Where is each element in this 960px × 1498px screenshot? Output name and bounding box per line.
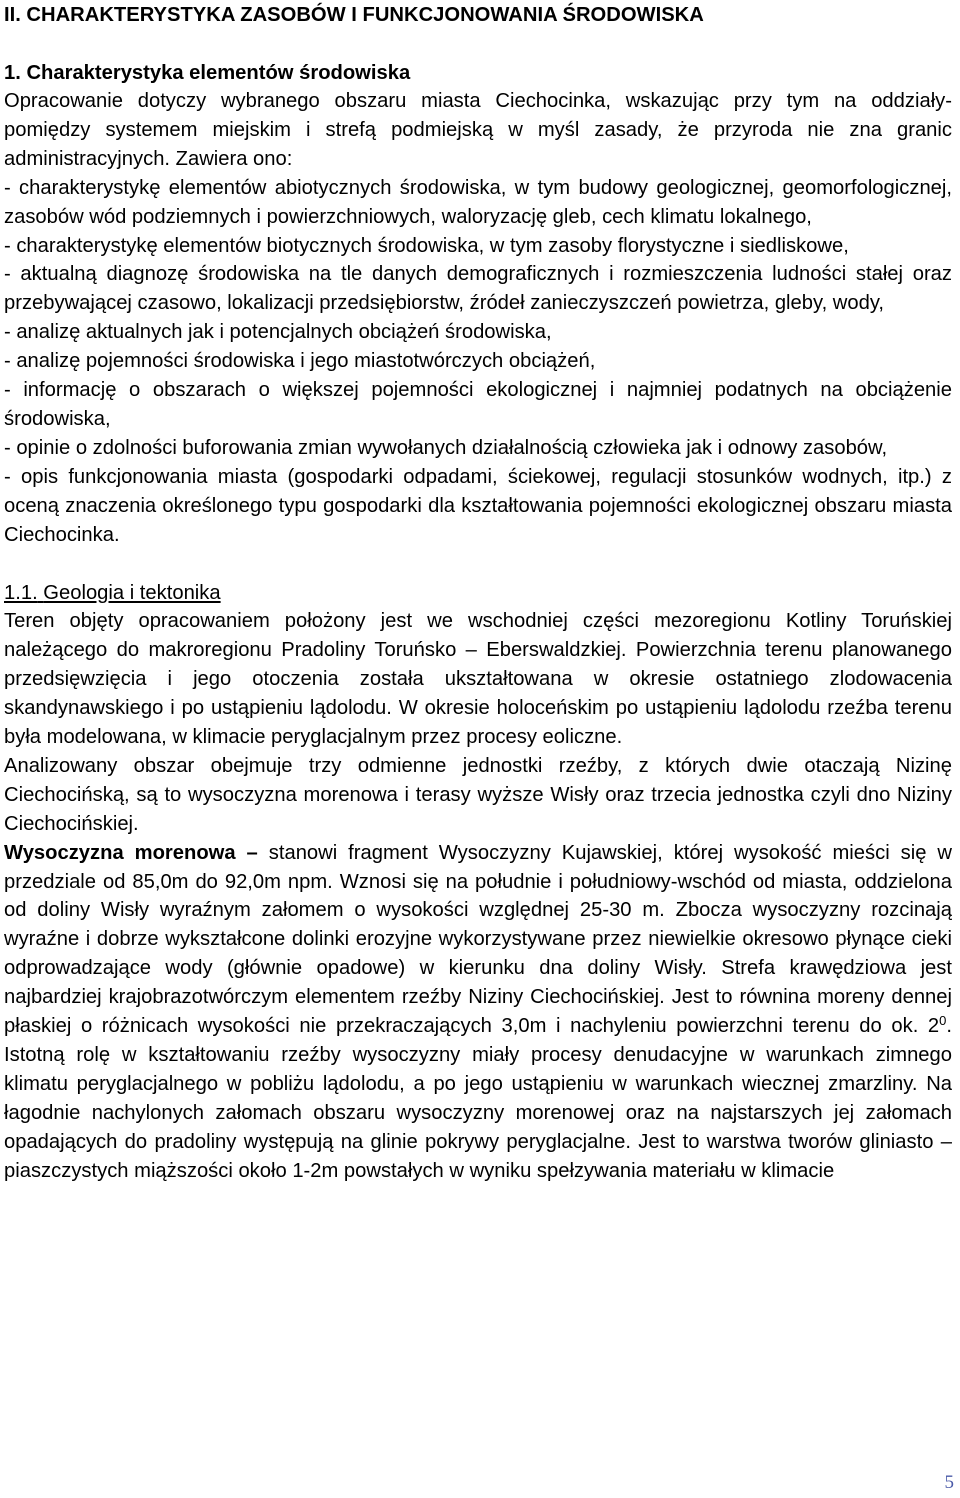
chapter-title: II. CHARAKTERYSTYKA ZASOBÓW I FUNKCJONOWANIA ŚRODOWISKA xyxy=(4,4,704,26)
page-number: 5 xyxy=(944,1472,954,1493)
paragraph-moraine-text-a: stanowi fragment Wysoczyzny Kujawskiej, której wysokość mieści się w przedziale od 85,0m do 92,0m npm. Wznosi się na południe i południowy-wschód od miasta, oddzielona od doliny Wisły wyraźnym załomem o wysokości względnej 25-30 m. Zbocza wysoczyzny rozcinają wyraźne i dobrze wykształcone dolinki erozyjne wykorzystywane przez niewielkie okresowo płynące cieki odprowadzające wody (głównie opadowe) w kierunku dna doliny Wisły. Strefa krawędziowa jest najbardziej krajobrazotwórczym elementem rzeźby Niziny Ciechocińskiej. Jest to równina moreny dennej płaskiej o różnicach wysokości nie przekraczających 3,0m i nachyleniu powierzchni terenu do ok. 2 xyxy=(4,841,953,1038)
paragraph-moraine-text-b: . Istotną rolę w kształtowaniu rzeźby wysoczyzny miały procesy denudacyjne w warunkach zimnego klimatu peryglacjalnego w pobliżu lądolodu, a po jego ustąpieniu w warunkach wiecznej zmarzliny. Na łagodnie nachylonych załomach obszaru wysoczyzny morenowej oraz na najstarszych jej załomach opadających do pradoliny występują na glinie pokrywy peryglacjalne. Jest to warstwa tworów gliniasto – piaszczystych miąższości około 1-2m powstałych w wyniku spełzywania materiału w klimacie xyxy=(4,1015,952,1182)
subsection-heading xyxy=(4,579,952,608)
subsection-title: Geologia i tektonika xyxy=(43,581,221,604)
list-item: - analizę pojemności środowiska i jego miastotwórczych obciążeń, xyxy=(4,350,596,373)
section-intro: Opracowanie dotyczy wybranego obszaru miasta Ciechocinka, wskazując przy tym na oddziały- pomiędzy systemem miejskim i strefą podmiejską w myśl zasady, że przyroda nie zna granic administracyjnych. Zawiera ono: xyxy=(4,90,952,170)
list-item: - aktualną diagnozę środowiska na tle danych demograficznych i rozmieszczenia ludności stałej oraz przebywającej czasowo, lokalizacji przedsiębiorstw, źródeł zanieczyszczeń powietrza, gleby, wody, xyxy=(4,263,952,315)
list-item: - opinie o zdolności buforowania zmian wywołanych działalnością człowieka jak i odnowy zasobów, xyxy=(4,436,888,459)
paragraph-location: Teren objęty opracowaniem położony jest we wschodniej części mezoregionu Kotliny Toruńskiej należącego do makroregionu Pradoliny Toruńsko – Eberswaldzkiej. Powierzchnia terenu planowanego przedsięwzięcia i jego otoczenia została ukształtowana w okresie ostatniego zlodowacenia skandynawskiego i po ustąpieniu lądolodu. W okresie holoceńskim po ustąpieniu lądolodu rzeźba terenu była modelowana, w klimacie peryglacjalnym przez procesy eoliczne. xyxy=(4,610,952,749)
document-page xyxy=(4,0,952,1186)
section-title: 1. Charakterystyka elementów środowiska xyxy=(4,62,411,84)
scope-list xyxy=(4,174,952,550)
degree-superscript: 0 xyxy=(939,1013,947,1029)
list-item: - informację o obszarach o większej pojemności ekologicznej i najmniej podatnych na obciążenie środowiska, xyxy=(4,379,952,430)
subsection-number: 1.1. xyxy=(4,581,38,604)
term-moraine-upland: Wysoczyzna morenowa – xyxy=(4,841,258,864)
list-item: - charakterystykę elementów biotycznych środowiska, w tym zasoby florystyczne i siedliskowe, xyxy=(4,234,849,257)
list-item: - analizę aktualnych jak i potencjalnych obciążeń środowiska, xyxy=(4,321,552,344)
list-item: - charakterystykę elementów abiotycznych środowiska, w tym budowy geologicznej, geomorfologicznej, zasobów wód podziemnych i powierzchniowych, waloryzację gleb, cech klimatu lokalnego, xyxy=(4,176,952,228)
paragraph-relief-units: Analizowany obszar obejmuje trzy odmienne jednostki rzeźby, z których dwie otaczają Nizinę Ciechocińską, są to wysoczyzna morenowa i terasy wyższe Wisły oraz trzecia jednostka czyli dno Niziny Ciechocińskiej. xyxy=(4,754,952,835)
list-item: - opis funkcjonowania miasta (gospodarki odpadami, ściekowej, regulacji stosunków wodnych, itp.) z oceną znaczenia określonego typu gospodarki dla kształtowania pojemności ekologicznej obszaru miasta Ciechocinka. xyxy=(4,465,952,546)
paragraph-moraine-upland xyxy=(4,839,952,1186)
